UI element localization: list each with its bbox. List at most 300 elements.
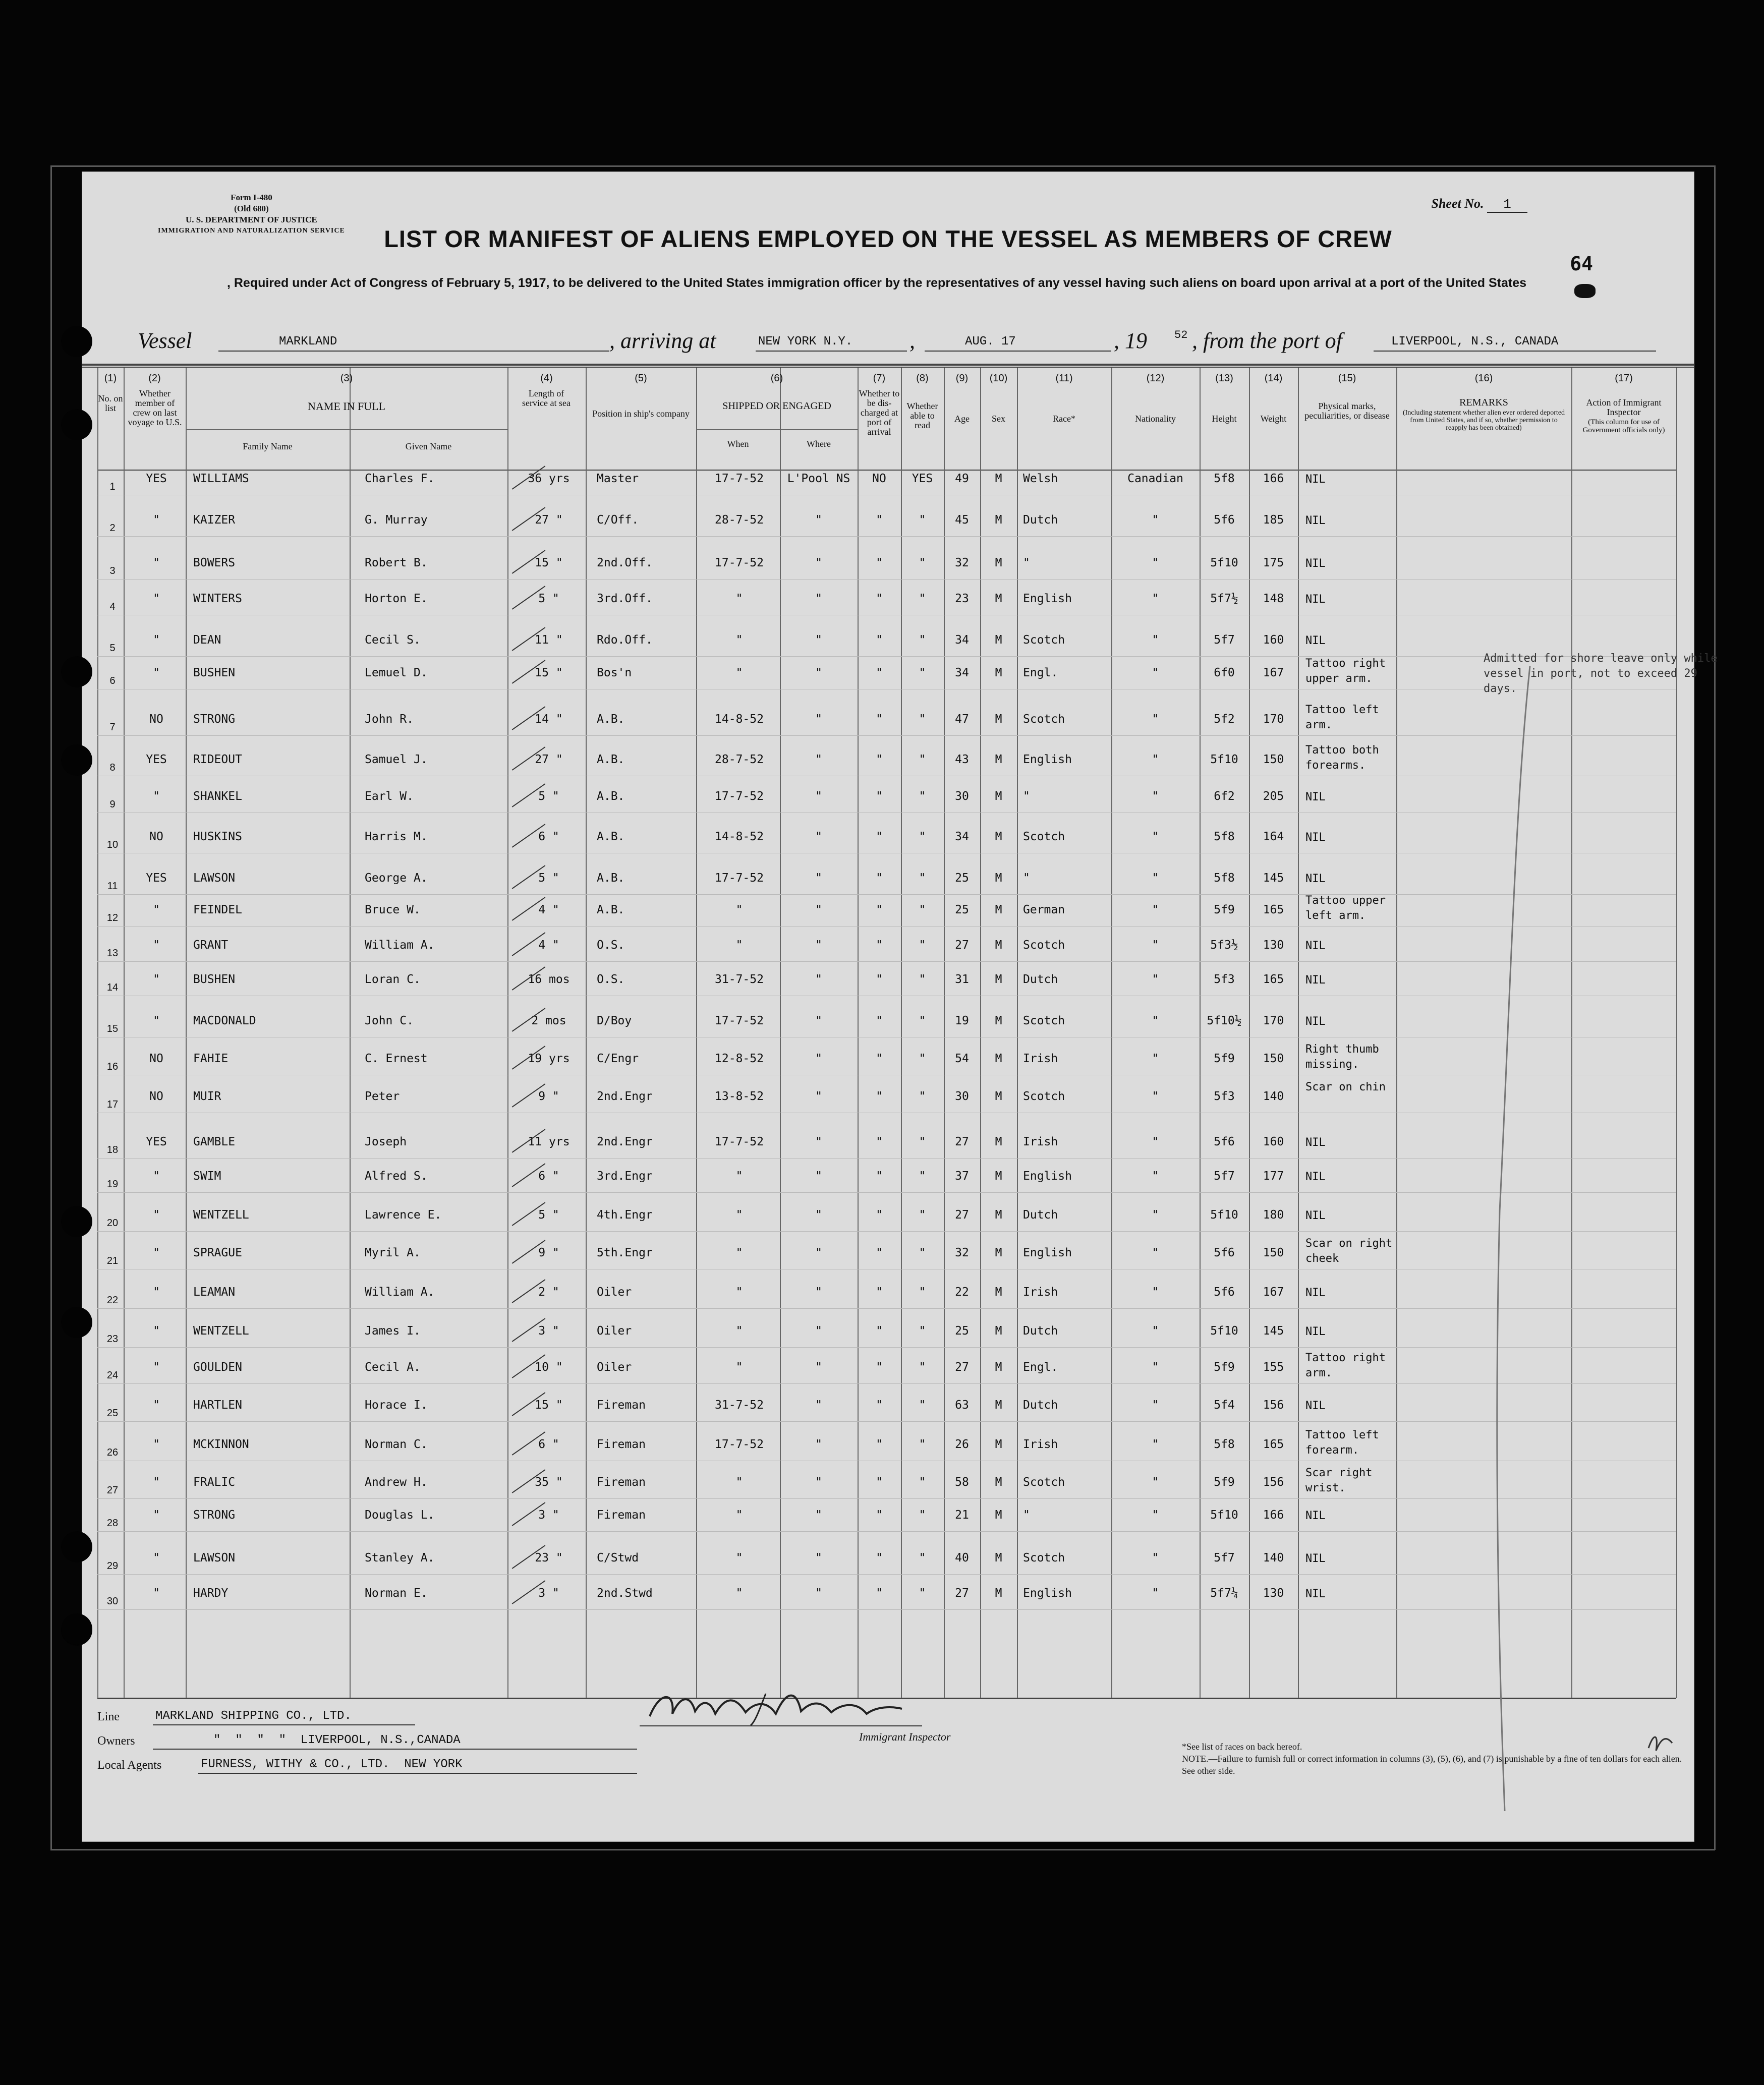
service-length-cell: 23 " xyxy=(535,1551,563,1565)
physical-marks-cell: NIL xyxy=(1305,593,1326,606)
family-name-cell: GAMBLE xyxy=(193,1135,236,1148)
given-name-cell: Earl W. xyxy=(365,790,414,803)
weight-cell: 140 xyxy=(1263,1551,1284,1565)
given-name-cell: Robert B. xyxy=(365,556,428,569)
comma: , xyxy=(909,328,915,353)
scan-frame-top xyxy=(50,165,1715,167)
row-rule xyxy=(97,536,1676,537)
sex-cell: M xyxy=(995,830,1002,843)
given-name-cell: Alfred S. xyxy=(365,1170,428,1183)
position-cell: O.S. xyxy=(597,973,625,986)
col-number: (3) xyxy=(340,373,353,384)
nationality-cell: Canadian xyxy=(1127,472,1183,485)
physical-marks-cell: Scar right wrist. xyxy=(1305,1467,1373,1494)
age-cell: 43 xyxy=(955,753,969,766)
col-header-name: NAME IN FULL xyxy=(308,400,385,413)
height-cell: 5f2 xyxy=(1214,713,1235,726)
last-voyage-cell: YES xyxy=(146,472,167,485)
shipped-when-cell: 14-8-52 xyxy=(715,713,764,726)
sheet-number xyxy=(1432,196,1528,213)
sex-cell: M xyxy=(995,939,1002,952)
owners-label: Owners xyxy=(97,1734,135,1748)
race-cell: English xyxy=(1023,753,1072,766)
col-header-where: Where xyxy=(807,439,831,449)
race-cell: Scotch xyxy=(1023,1551,1065,1565)
shipped-when-cell: 17-7-52 xyxy=(715,872,764,885)
age-cell: 25 xyxy=(955,903,969,916)
col-number: (8) xyxy=(916,373,929,384)
year-prefix: , 19 xyxy=(1114,328,1147,353)
punch-hole xyxy=(61,1206,92,1237)
last-voyage-cell: " xyxy=(153,1246,160,1259)
race-cell: Irish xyxy=(1023,1135,1058,1148)
nationality-cell: " xyxy=(1152,1587,1159,1600)
nationality-cell: " xyxy=(1152,1014,1159,1027)
shipped-where-cell: L'Pool NS xyxy=(787,472,850,485)
given-name-cell: Cecil S. xyxy=(365,633,421,647)
discharged-cell: NO xyxy=(872,472,886,485)
given-name-cell: Stanley A. xyxy=(365,1551,435,1565)
scan-frame-right xyxy=(1714,165,1716,1850)
nationality-cell: " xyxy=(1152,666,1159,679)
family-name-cell: KAIZER xyxy=(193,513,236,527)
sex-cell: M xyxy=(995,1014,1002,1027)
service-length-cell: 4 " xyxy=(538,939,559,952)
race-cell: Scotch xyxy=(1023,713,1065,726)
height-cell: 5f10 xyxy=(1210,753,1238,766)
height-cell: 5f7 xyxy=(1214,633,1235,647)
race-cell: Irish xyxy=(1023,1286,1058,1299)
able-to-read-cell: " xyxy=(919,513,926,527)
discharged-cell: " xyxy=(876,556,883,569)
service-length-cell: 15 " xyxy=(535,1399,563,1412)
age-cell: 25 xyxy=(955,1324,969,1338)
able-to-read-cell: " xyxy=(919,1476,926,1489)
sex-cell: M xyxy=(995,1208,1002,1222)
able-to-read-cell: " xyxy=(919,1509,926,1522)
col-header-position: Position in ship's company xyxy=(592,409,690,419)
col-header-last-voyage: Whether member of crew on last voyage to U.S. xyxy=(128,388,182,427)
height-cell: 5f6 xyxy=(1214,1286,1235,1299)
family-name-cell: MACDONALD xyxy=(193,1014,256,1027)
position-cell: 5th.Engr xyxy=(597,1246,653,1259)
age-cell: 22 xyxy=(955,1286,969,1299)
physical-marks-cell: Tattoo both forearms. xyxy=(1305,744,1379,772)
col-header-family-name: Family Name xyxy=(243,441,293,451)
name-subheader-rule xyxy=(186,429,507,430)
row-number: 27 xyxy=(106,1485,119,1496)
family-name-cell: MUIR xyxy=(193,1090,221,1103)
nationality-cell: " xyxy=(1152,790,1159,803)
shipped-where-cell: " xyxy=(815,903,822,916)
row-number: 21 xyxy=(106,1255,119,1266)
row-number: 3 xyxy=(109,565,116,576)
race-cell: Dutch xyxy=(1023,973,1058,986)
race-cell: Welsh xyxy=(1023,472,1058,485)
row-rule xyxy=(97,1498,1676,1499)
family-name-cell: LEAMAN xyxy=(193,1286,236,1299)
family-name-cell: WENTZELL xyxy=(193,1208,249,1222)
age-cell: 63 xyxy=(955,1399,969,1412)
row-number: 12 xyxy=(106,912,119,923)
family-name-cell: MCKINNON xyxy=(193,1438,249,1451)
race-cell: " xyxy=(1023,790,1030,803)
able-to-read-cell: " xyxy=(919,1208,926,1222)
given-name-cell: Loran C. xyxy=(365,973,421,986)
sex-cell: M xyxy=(995,513,1002,527)
family-name-cell: GRANT xyxy=(193,939,229,952)
given-name-cell: Cecil A. xyxy=(365,1361,421,1374)
row-rule xyxy=(97,894,1676,895)
weight-cell: 165 xyxy=(1263,903,1284,916)
col-header-shipped: SHIPPED OR ENGAGED xyxy=(722,400,831,412)
discharged-cell: " xyxy=(876,1135,883,1148)
sex-cell: M xyxy=(995,633,1002,647)
last-voyage-cell: " xyxy=(153,1286,160,1299)
weight-cell: 130 xyxy=(1263,939,1284,952)
given-name-cell: Joseph xyxy=(365,1135,407,1148)
height-cell: 5f7½ xyxy=(1210,592,1238,605)
agents-value: FURNESS, WITHY & CO., LTD. NEW YORK xyxy=(201,1758,463,1771)
weight-cell: 165 xyxy=(1263,973,1284,986)
service-length-cell: 11 " xyxy=(535,633,563,647)
age-cell: 27 xyxy=(955,1587,969,1600)
nationality-cell: " xyxy=(1152,633,1159,647)
row-number: 19 xyxy=(106,1179,119,1190)
col-number: (4) xyxy=(540,373,553,384)
physical-marks-cell: Right thumb missing. xyxy=(1305,1043,1379,1071)
service-length-cell: 3 " xyxy=(538,1509,559,1522)
service-length-cell: 5 " xyxy=(538,790,559,803)
header-rule-columns xyxy=(97,470,1676,471)
shipped-when-cell: " xyxy=(735,939,743,952)
race-cell: " xyxy=(1023,872,1030,885)
remarks-pencil-line xyxy=(1485,656,1545,1867)
owners-underline xyxy=(153,1749,637,1750)
shipped-when-cell: " xyxy=(735,1324,743,1338)
nationality-cell: " xyxy=(1152,1208,1159,1222)
weight-cell: 170 xyxy=(1263,713,1284,726)
physical-marks-cell: NIL xyxy=(1305,473,1326,486)
physical-marks-cell: Tattoo upper left arm. xyxy=(1305,894,1386,922)
discharged-cell: " xyxy=(876,973,883,986)
age-cell: 37 xyxy=(955,1170,969,1183)
shipped-where-cell: " xyxy=(815,513,822,527)
age-cell: 47 xyxy=(955,713,969,726)
row-number: 20 xyxy=(106,1218,119,1229)
nationality-cell: " xyxy=(1152,1052,1159,1065)
given-name-cell: Horace I. xyxy=(365,1399,428,1412)
family-name-cell: RIDEOUT xyxy=(193,753,242,766)
last-voyage-cell: NO xyxy=(149,713,163,726)
service-length-cell: 3 " xyxy=(538,1587,559,1600)
last-voyage-cell: " xyxy=(153,1208,160,1222)
last-voyage-cell: " xyxy=(153,556,160,569)
discharged-cell: " xyxy=(876,1587,883,1600)
row-number: 18 xyxy=(106,1144,119,1155)
service-length-cell: 14 " xyxy=(535,713,563,726)
sex-cell: M xyxy=(995,666,1002,679)
height-cell: 5f7 xyxy=(1214,1551,1235,1565)
shipped-where-cell: " xyxy=(815,1587,822,1600)
col-divider xyxy=(1676,368,1677,1698)
able-to-read-cell: " xyxy=(919,1135,926,1148)
sex-cell: M xyxy=(995,1246,1002,1259)
sheet-value: 1 xyxy=(1487,197,1527,213)
physical-marks-cell: NIL xyxy=(1305,873,1326,885)
nationality-cell: " xyxy=(1152,973,1159,986)
col-number: (1) xyxy=(104,373,117,384)
remarks-stamp: Admitted for shore leave only while vessel in port, not to exceed 29 days. xyxy=(1484,652,1718,695)
row-rule xyxy=(97,1158,1676,1159)
service-length-cell: 11 yrs xyxy=(528,1135,570,1148)
physical-marks-cell: Tattoo right arm. xyxy=(1305,1352,1386,1379)
family-name-cell: STRONG xyxy=(193,713,236,726)
able-to-read-cell: " xyxy=(919,1587,926,1600)
race-cell: " xyxy=(1023,556,1030,569)
row-number: 11 xyxy=(107,881,118,892)
able-to-read-cell: " xyxy=(919,1361,926,1374)
punch-hole xyxy=(61,326,92,357)
header-rule-top xyxy=(82,364,1694,366)
weight-cell: 160 xyxy=(1263,1135,1284,1148)
shipped-where-cell: " xyxy=(815,1324,822,1338)
nationality-cell: " xyxy=(1152,1361,1159,1374)
able-to-read-cell: " xyxy=(919,556,926,569)
given-name-cell: Bruce W. xyxy=(365,903,421,916)
position-cell: 2nd.Engr xyxy=(597,1090,653,1103)
able-to-read-cell: " xyxy=(919,633,926,647)
race-cell: Scotch xyxy=(1023,1014,1065,1027)
position-cell: A.B. xyxy=(597,790,625,803)
physical-marks-cell: Scar on chin xyxy=(1305,1081,1386,1093)
weight-cell: 167 xyxy=(1263,666,1284,679)
able-to-read-cell: " xyxy=(919,1014,926,1027)
age-cell: 25 xyxy=(955,872,969,885)
col-number: (2) xyxy=(148,373,161,384)
physical-marks-cell: NIL xyxy=(1305,1171,1326,1183)
col-number: (15) xyxy=(1338,373,1356,384)
weight-cell: 166 xyxy=(1263,1509,1284,1522)
given-name-cell: G. Murray xyxy=(365,513,428,527)
row-rule xyxy=(97,579,1676,580)
weight-cell: 150 xyxy=(1263,1246,1284,1259)
agents-label: Local Agents xyxy=(97,1759,162,1772)
able-to-read-cell: " xyxy=(919,973,926,986)
shipped-where-cell: " xyxy=(815,753,822,766)
given-name-cell: Norman C. xyxy=(365,1438,428,1451)
col-header-weight: Weight xyxy=(1260,414,1287,424)
nationality-cell: " xyxy=(1152,513,1159,527)
nationality-cell: " xyxy=(1152,753,1159,766)
col-header-height: Height xyxy=(1212,414,1237,424)
race-cell: Irish xyxy=(1023,1438,1058,1451)
col-number: (14) xyxy=(1264,373,1283,384)
able-to-read-cell: " xyxy=(919,939,926,952)
position-cell: A.B. xyxy=(597,872,625,885)
vessel-label: Vessel xyxy=(138,328,192,353)
row-number: 4 xyxy=(109,601,116,612)
family-name-cell: FEINDEL xyxy=(193,903,242,916)
given-name-cell: C. Ernest xyxy=(365,1052,428,1065)
physical-marks-cell: NIL xyxy=(1305,1400,1326,1412)
nationality-cell: " xyxy=(1152,1324,1159,1338)
race-cell: Dutch xyxy=(1023,1208,1058,1222)
col-number: (7) xyxy=(873,373,886,384)
service-length-cell: 27 " xyxy=(535,753,563,766)
col-number: (10) xyxy=(989,373,1008,384)
punch-hole xyxy=(61,1531,92,1562)
height-cell: 5f8 xyxy=(1214,472,1235,485)
signature-underline xyxy=(640,1725,922,1726)
given-name-cell: Peter xyxy=(365,1090,400,1103)
age-cell: 34 xyxy=(955,666,969,679)
age-cell: 21 xyxy=(955,1509,969,1522)
age-cell: 27 xyxy=(955,1208,969,1222)
row-rule xyxy=(97,1421,1676,1422)
physical-marks-cell: NIL xyxy=(1305,1015,1326,1028)
sex-cell: M xyxy=(995,556,1002,569)
sex-cell: M xyxy=(995,973,1002,986)
row-rule xyxy=(97,735,1676,736)
physical-marks-cell: NIL xyxy=(1305,831,1326,844)
manifest-sheet xyxy=(82,171,1718,1842)
shipped-when-cell: 12-8-52 xyxy=(715,1052,764,1065)
inspector-signature xyxy=(645,1686,907,1726)
punch-hole xyxy=(61,409,92,440)
sex-cell: M xyxy=(995,1587,1002,1600)
last-voyage-cell: " xyxy=(153,1438,160,1451)
height-cell: 5f10 xyxy=(1210,556,1238,569)
physical-marks-cell: NIL xyxy=(1305,1552,1326,1565)
discharged-cell: " xyxy=(876,939,883,952)
row-rule xyxy=(97,1531,1676,1532)
row-rule xyxy=(97,1347,1676,1348)
weight-cell: 180 xyxy=(1263,1208,1284,1222)
weight-cell: 145 xyxy=(1263,872,1284,885)
nationality-cell: " xyxy=(1152,903,1159,916)
service-length-cell: 6 " xyxy=(538,830,559,843)
nationality-cell: " xyxy=(1152,830,1159,843)
position-cell: 2nd.Off. xyxy=(597,556,653,569)
shipped-when-cell: 31-7-52 xyxy=(715,1399,764,1412)
family-name-cell: BUSHEN xyxy=(193,973,236,986)
shipped-when-cell: 13-8-52 xyxy=(715,1090,764,1103)
shipped-when-cell: " xyxy=(735,633,743,647)
physical-marks-cell: NIL xyxy=(1305,974,1326,987)
last-voyage-cell: NO xyxy=(149,1090,163,1103)
shipped-where-cell: " xyxy=(815,1014,822,1027)
family-name-cell: LAWSON xyxy=(193,1551,236,1565)
sex-cell: M xyxy=(995,1399,1002,1412)
shipped-when-cell: " xyxy=(735,1509,743,1522)
row-number: 16 xyxy=(106,1061,119,1072)
sex-cell: M xyxy=(995,1324,1002,1338)
shipped-when-cell: " xyxy=(735,1246,743,1259)
height-cell: 5f10 xyxy=(1210,1509,1238,1522)
row-rule xyxy=(97,961,1676,962)
age-cell: 30 xyxy=(955,790,969,803)
col-number: (17) xyxy=(1615,373,1633,384)
position-cell: 3rd.Off. xyxy=(597,592,653,605)
col-header-age: Age xyxy=(954,414,970,424)
col-number: (5) xyxy=(635,373,647,384)
shipped-where-cell: " xyxy=(815,1509,822,1522)
race-cell: English xyxy=(1023,1246,1072,1259)
line-underline xyxy=(153,1724,415,1725)
race-cell: Dutch xyxy=(1023,513,1058,527)
punch-hole xyxy=(61,1307,92,1338)
shipped-subheader-rule xyxy=(696,429,858,430)
col-header-remarks: REMARKS xyxy=(1459,397,1508,408)
family-name-cell: WILLIAMS xyxy=(193,472,249,485)
weight-cell: 185 xyxy=(1263,513,1284,527)
position-cell: Fireman xyxy=(597,1509,646,1522)
service-length-cell: 15 " xyxy=(535,556,563,569)
physical-marks-cell: NIL xyxy=(1305,791,1326,803)
nationality-cell: " xyxy=(1152,592,1159,605)
given-name-cell: Lemuel D. xyxy=(365,666,428,679)
given-name-cell: Horton E. xyxy=(365,592,428,605)
discharged-cell: " xyxy=(876,592,883,605)
sex-cell: M xyxy=(995,1286,1002,1299)
arriving-label: , arriving at xyxy=(609,328,716,353)
shipped-where-cell: " xyxy=(815,1551,822,1565)
sex-cell: M xyxy=(995,753,1002,766)
shipped-when-cell: " xyxy=(735,1476,743,1489)
discharged-cell: " xyxy=(876,753,883,766)
row-number: 24 xyxy=(106,1370,119,1381)
row-number: 10 xyxy=(106,839,119,850)
family-name-cell: WENTZELL xyxy=(193,1324,249,1338)
age-cell: 34 xyxy=(955,830,969,843)
nationality-cell: " xyxy=(1152,1476,1159,1489)
position-cell: Oiler xyxy=(597,1324,632,1338)
discharged-cell: " xyxy=(876,1399,883,1412)
vessel-name: MARKLAND xyxy=(279,335,337,349)
family-name-cell: HUSKINS xyxy=(193,830,242,843)
race-cell: English xyxy=(1023,1587,1072,1600)
sex-cell: M xyxy=(995,713,1002,726)
col-number: (12) xyxy=(1146,373,1165,384)
family-name-cell: BOWERS xyxy=(193,556,236,569)
discharged-cell: " xyxy=(876,830,883,843)
family-name-cell: SWIM xyxy=(193,1170,221,1183)
position-cell: Oiler xyxy=(597,1361,632,1374)
height-cell: 5f8 xyxy=(1214,1438,1235,1451)
sheet-label: Sheet No. xyxy=(1431,196,1484,211)
shipped-where-cell: " xyxy=(815,1208,822,1222)
weight-cell: 150 xyxy=(1263,1052,1284,1065)
race-cell: " xyxy=(1023,1509,1030,1522)
service-length-cell: 2 " xyxy=(538,1286,559,1299)
given-name-cell: Myril A. xyxy=(365,1246,421,1259)
age-cell: 58 xyxy=(955,1476,969,1489)
shipped-when-cell: " xyxy=(735,592,743,605)
height-cell: 5f3½ xyxy=(1210,939,1238,952)
service-length-cell: 5 " xyxy=(538,872,559,885)
physical-marks-cell: NIL xyxy=(1305,1287,1326,1299)
row-number: 13 xyxy=(106,948,119,959)
scan-frame-bottom xyxy=(50,1849,1715,1850)
row-rule xyxy=(97,1574,1676,1575)
height-cell: 5f9 xyxy=(1214,903,1235,916)
row-number: 2 xyxy=(109,523,116,534)
col-header-remarks-note: (Including statement whether alien ever ordered deported from United States, and if so, whether permission to reapply has been obtained) xyxy=(1402,409,1565,432)
age-cell: 26 xyxy=(955,1438,969,1451)
last-voyage-cell: YES xyxy=(146,753,167,766)
able-to-read-cell: " xyxy=(919,1399,926,1412)
